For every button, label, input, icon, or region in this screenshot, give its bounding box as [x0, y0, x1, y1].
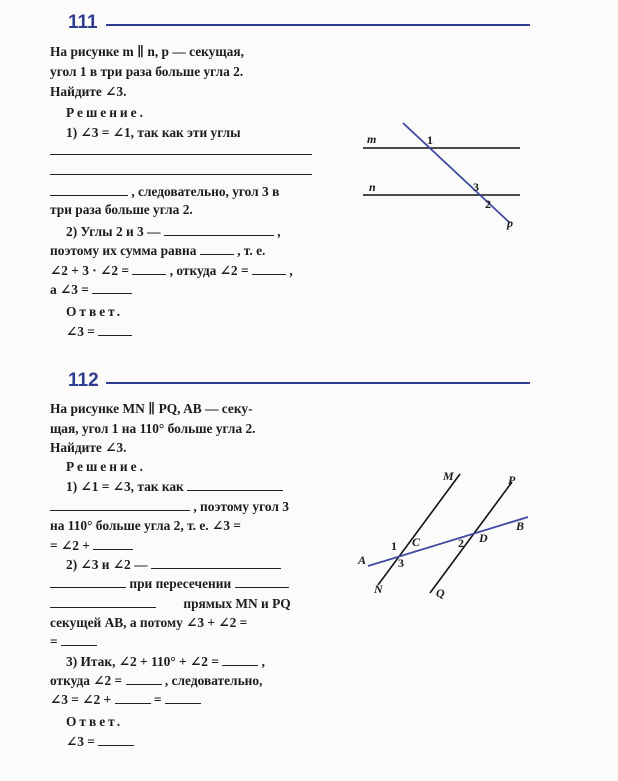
answer-blank[interactable] [115, 691, 151, 704]
answer-blank[interactable] [222, 653, 258, 666]
solution-label: Решение. [66, 105, 146, 120]
label-angle-2: 2 [485, 197, 491, 211]
answer-blank[interactable] [61, 633, 97, 646]
step1-b: , поэтому угол 3 [193, 499, 289, 514]
answer-blank[interactable] [50, 595, 156, 608]
label-m: m [367, 132, 377, 146]
label-M: M [443, 469, 454, 483]
label-B: B [516, 519, 525, 533]
step2-d: секущей AB, а потому ∠3 + ∠2 = [50, 615, 248, 630]
answer-blank[interactable] [98, 323, 132, 336]
problem-111-number: 111 [68, 12, 98, 33]
step1-end2: три раза больше угла 2. [50, 202, 193, 217]
step2-a: 2) Углы 2 и 3 — [66, 224, 161, 239]
label-p: p [507, 216, 513, 230]
answer-blank[interactable] [187, 478, 283, 491]
label-angle-1: 1 [391, 539, 397, 553]
answer-text: ∠3 = [66, 734, 95, 749]
step3-c1: ∠3 = ∠2 + [50, 692, 112, 707]
step2-d: а ∠3 = [50, 282, 89, 297]
step3-a1: 3) Итак, ∠2 + 110° + ∠2 = [66, 654, 219, 669]
answer-blank[interactable] [151, 556, 281, 569]
step3-c2: = [153, 692, 162, 707]
step1-end: , следовательно, угол 3 в [131, 184, 280, 199]
step2-e: = [50, 634, 58, 649]
answer-label: Ответ. [66, 714, 124, 729]
label-Q: Q [436, 586, 445, 600]
answer-blank[interactable] [165, 691, 201, 704]
answer-blank[interactable] [200, 242, 234, 255]
label-P: P [508, 473, 516, 487]
answer-blank[interactable] [98, 733, 134, 746]
answer-blank[interactable] [235, 575, 289, 588]
label-n: n [369, 180, 376, 194]
problem-112-text-3: Найдите ∠3. [50, 440, 127, 455]
step2-c: прямых MN и PQ [183, 596, 291, 611]
figure-111 [355, 115, 530, 235]
step1-c: на 110° больше угла 2, т. е. ∠3 = [50, 518, 241, 533]
label-D: D [479, 531, 488, 545]
step2-c2: , откуда ∠2 = [169, 263, 249, 278]
step2-b1: поэтому их сумма равна [50, 243, 197, 258]
answer-blank[interactable] [93, 537, 133, 550]
problem-111-text-1: На рисунке m ∥ n, p — секущая, [50, 44, 244, 59]
figure-112 [350, 460, 540, 610]
problem-111-text-2: угол 1 в три раза больше угла 2. [50, 64, 244, 79]
problem-112-text-2: щая, угол 1 на 110° больше угла 2. [50, 421, 256, 436]
line-p [403, 123, 510, 223]
answer-blank[interactable] [252, 262, 286, 275]
label-angle-2: 2 [458, 536, 464, 550]
label-N: N [374, 582, 383, 596]
answer-blank[interactable] [92, 281, 132, 294]
section-divider [106, 24, 530, 26]
step2-b2: , т. е. [237, 243, 266, 258]
step2-c1: ∠2 + 3 · ∠2 = [50, 263, 129, 278]
problem-112-text-1: На рисунке MN ∥ PQ, AB — секу- [50, 401, 253, 416]
answer-blank[interactable] [50, 575, 126, 588]
answer-text: ∠3 = [66, 324, 95, 339]
answer-blank[interactable] [164, 223, 274, 236]
answer-blank-line[interactable] [50, 174, 312, 175]
answer-label: Ответ. [66, 304, 124, 319]
label-angle-1: 1 [427, 133, 433, 147]
answer-blank-line[interactable] [50, 154, 312, 155]
step2-a: 2) ∠3 и ∠2 — [66, 557, 148, 572]
step3-b1: откуда ∠2 = [50, 673, 123, 688]
step3-b2: , следовательно, [164, 673, 263, 688]
answer-blank[interactable] [126, 672, 162, 685]
step2-b: при пересечении [129, 576, 232, 591]
label-A: A [358, 553, 367, 567]
answer-blank[interactable] [50, 498, 190, 511]
label-C: C [412, 535, 421, 549]
answer-blank[interactable] [132, 262, 166, 275]
section-divider [106, 382, 530, 384]
step1-text: 1) ∠3 = ∠1, так как эти углы [66, 125, 241, 140]
step1-a: 1) ∠1 = ∠3, так как [66, 479, 184, 494]
label-angle-3: 3 [473, 180, 479, 194]
problem-111-text-3: Найдите ∠3. [50, 84, 127, 99]
answer-blank[interactable] [50, 183, 128, 196]
label-angle-3: 3 [398, 556, 404, 570]
solution-label: Решение. [66, 459, 146, 474]
problem-112-number: 112 [68, 370, 99, 391]
step1-d: = ∠2 + [50, 538, 90, 553]
